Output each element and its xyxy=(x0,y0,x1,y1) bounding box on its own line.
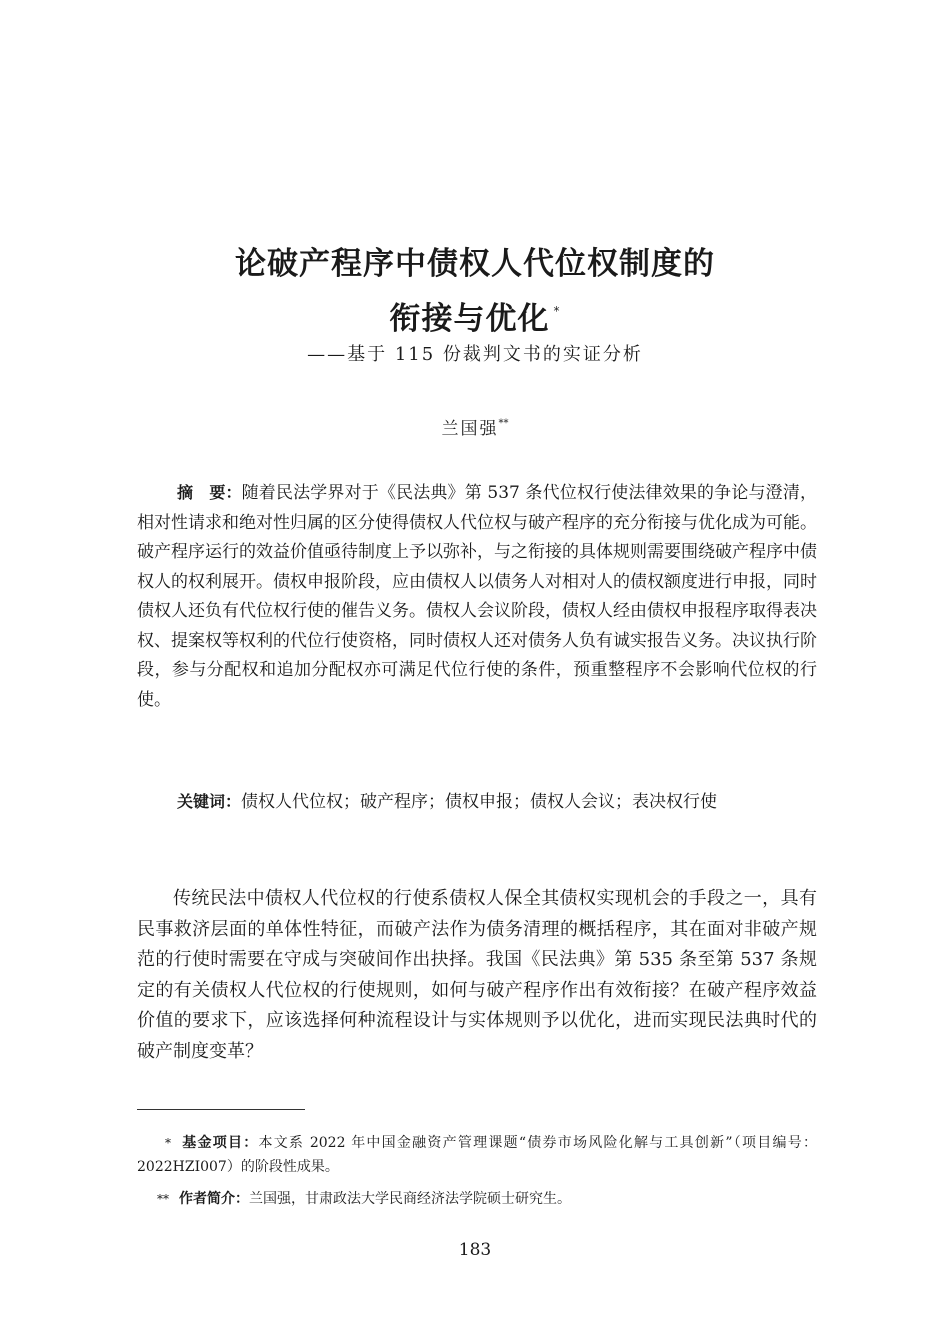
keywords-label: 关键词： xyxy=(177,792,242,811)
intro-paragraph: 传统民法中债权人代位权的行使系债权人保全其债权实现机会的手段之一，具有民事救济层面的单体性特征，而破产法作为债务清理的概括程序，其在面对非破产规范的行使时需要在守成与突破间作出抉择。我国《民法典》第 535 条至第 537 条规定的有关债权人代位权的行使规则，如何与破产程序作出有效衔接？在破产程序效益价值的要求下，应该选择何种流程设计与实体规则予以优化，进而实现民法典时代的破产制度变革？ xyxy=(137,888,817,1062)
footnote-2-label: 作者简介： xyxy=(179,1191,249,1207)
title-footnote-mark: * xyxy=(553,304,561,318)
footnote-divider xyxy=(137,1109,305,1110)
footnote-2-text: 兰国强，甘肃政法大学民商经济法学院硕士研究生。 xyxy=(249,1191,571,1207)
article-title-line-2 xyxy=(0,291,950,339)
footnote-author-bio xyxy=(137,1187,817,1211)
author-footnote-mark: ** xyxy=(498,418,509,429)
abstract-label: 摘 要： xyxy=(177,483,242,502)
keywords-text: 债权人代位权；破产程序；债权申报；债权人会议；表决权行使 xyxy=(241,792,718,812)
footnote-1-mark: * xyxy=(165,1136,171,1150)
author-name: 兰国强 xyxy=(441,419,499,439)
footnote-2-mark: ** xyxy=(157,1192,169,1206)
keywords xyxy=(137,787,817,817)
author-line xyxy=(0,412,950,441)
title-line-1-text: 论破产程序中债权人代位权制度的 xyxy=(235,246,715,282)
footnote-1-label: 基金项目： xyxy=(181,1135,259,1151)
footnote-funding xyxy=(137,1131,817,1179)
article-title-line-1 xyxy=(0,244,950,284)
abstract-text: 随着民法学界对于《民法典》第 537 条代位权行使法律效果的争论与澄清，相对性请求和绝对性归属的区分使得债权人代位权与破产程序的充分衔接与优化成为可能。破产程序运行的效益价值亟待制度上予以弥补，与之衔接的具体规则需要围绕破产程序中债权人的权利展开。债权申报阶段，应由债权人以债务人对相对人的债权额度进行申报，同时债权人还负有代位权行使的催告义务。债权人会议阶段，债权人经由债权申报程序取得表决权、提案权等权利的代位行使资格，同时债权人还对债务人负有诚实报告义务。决议执行阶段，参与分配权和追加分配权亦可满足代位行使的条件，预重整程序不会影响代位权的行使。 xyxy=(137,483,817,710)
footnote-1-text: 本文系 2022 年中国金融资产管理课题“债券市场风险化解与工具创新”（项目编号：2022HZI007）的阶段性成果。 xyxy=(137,1135,818,1175)
page-number: 183 xyxy=(458,1240,492,1260)
abstract xyxy=(137,478,817,715)
title-line-2-text: 衔接与优化 xyxy=(389,301,550,337)
article-subtitle: ——基于 115 份裁判文书的实证分析 xyxy=(307,344,643,365)
